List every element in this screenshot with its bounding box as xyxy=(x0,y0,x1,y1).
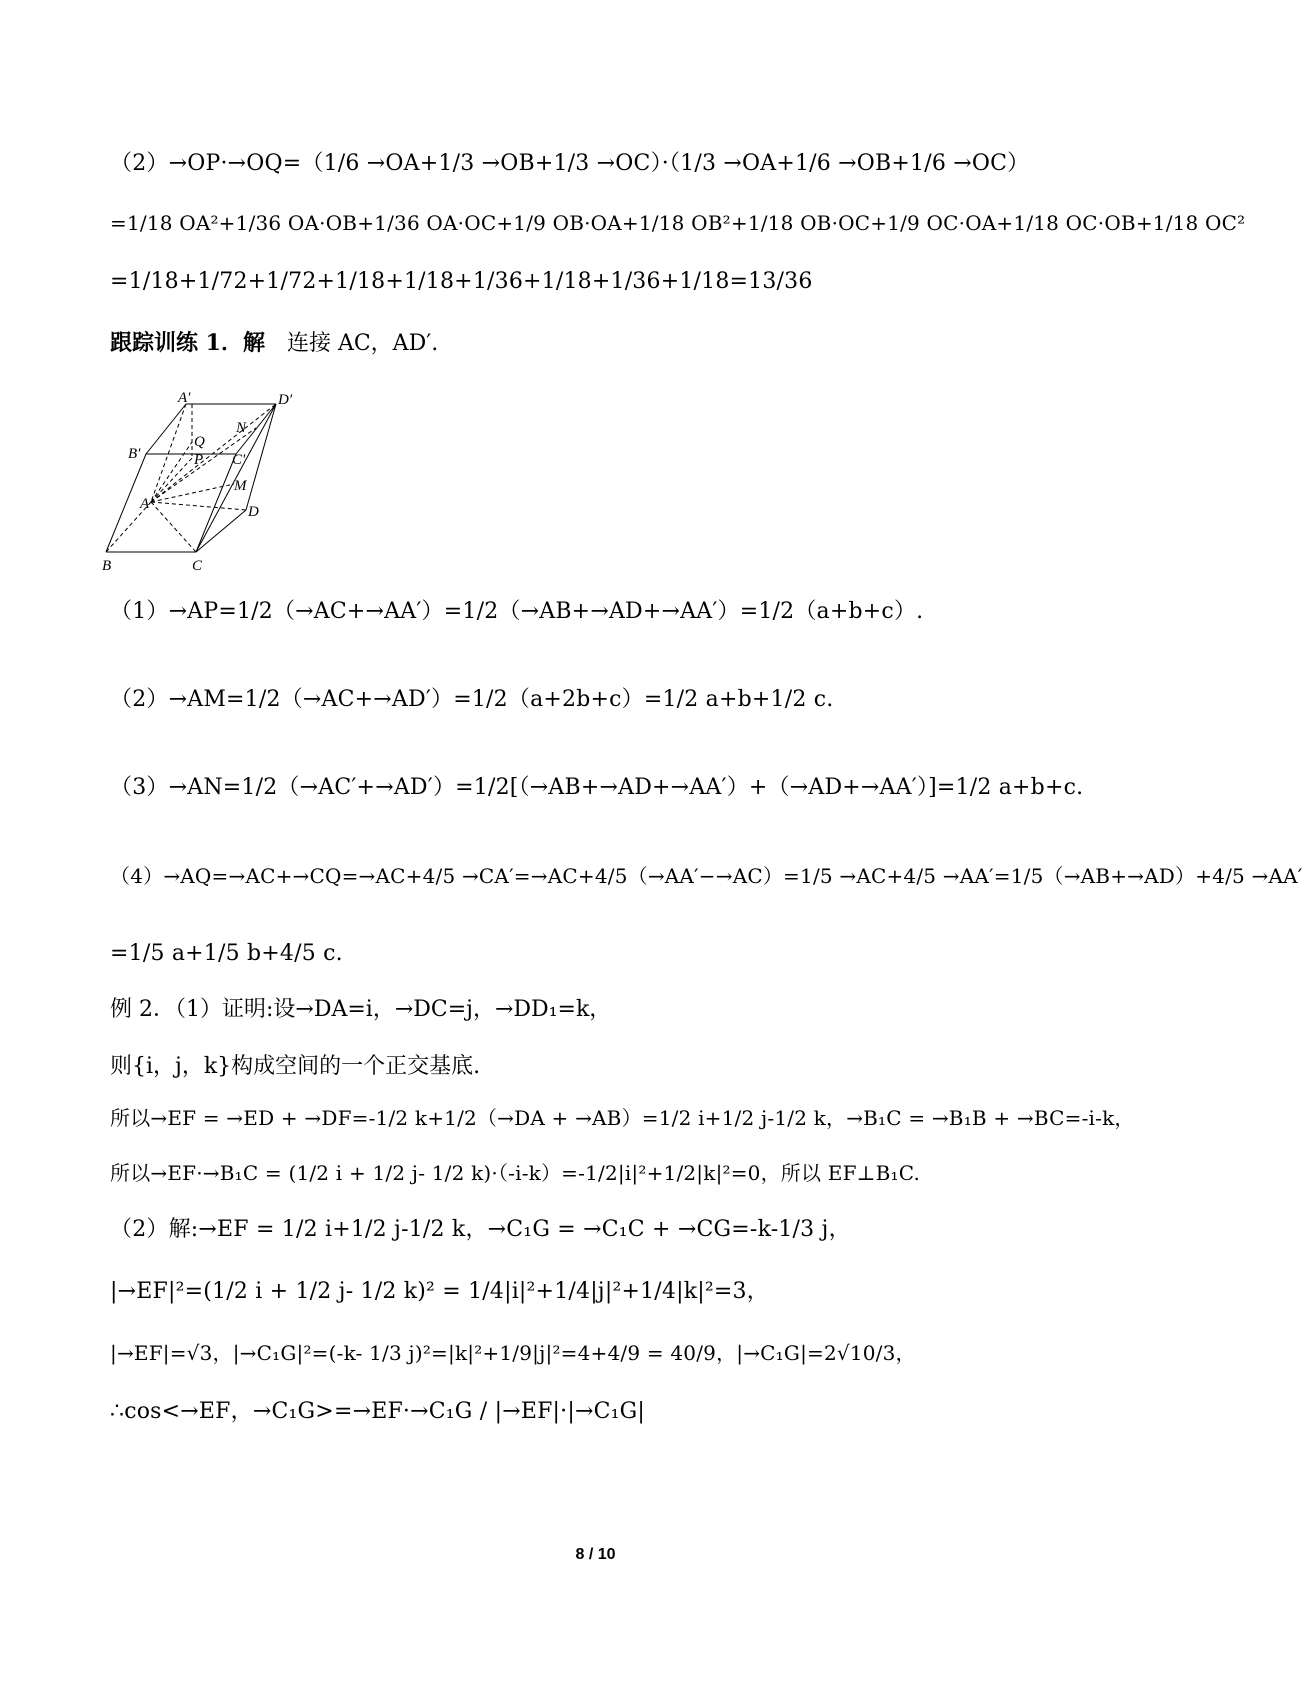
exercise-heading-line xyxy=(110,327,1131,360)
svg-text:A: A xyxy=(140,496,150,512)
exercise-intro: 连接 AC，AD′. xyxy=(264,331,439,356)
ef-magnitude-squared: |→EF|²=(1/2 i + 1/2 j- 1/2 k)² = 1/4|i|²+1/4|j|²+1/4|k|²=3， xyxy=(110,1279,769,1304)
solution-part-1: （1）→AP=1/2（→AC+→AA′）=1/2（→AB+→AD+→AA′）=1/2（a+b+c）. xyxy=(110,599,924,624)
svg-text:D: D xyxy=(248,504,259,520)
svg-text:N: N xyxy=(236,420,247,436)
solution-2-vectors: （2）解:→EF = 1/2 i+1/2 j-1/2 k，→C₁G = →C₁C + →CG=-k-1/3 j， xyxy=(110,1217,851,1242)
solution-part-2: （2）→AM=1/2（→AC+→AD′）=1/2（a+2b+c）=1/2 a+b+1/2 c. xyxy=(110,687,834,712)
ef-vector-derivation: 所以→EF = →ED + →DF=-1/2 k+1/2（→DA + →AB）=1/2 i+1/2 j-1/2 k，→B₁C = →B₁B + →BC=-i-k， xyxy=(110,1106,1135,1130)
svg-text:B: B xyxy=(102,558,112,574)
perpendicular-proof: 所以→EF·→B₁C = (1/2 i + 1/2 j- 1/2 k)·（-i-k）=-1/2|i|²+1/2|k|²=0，所以 EF⊥B₁C. xyxy=(110,1161,921,1185)
solution-part-4: （4）→AQ=→AC+→CQ=→AC+4/5 →CA′=→AC+4/5（→AA′−→AC）=1/5 →AC+4/5 →AA′=1/5（→AB+→AD）+4/5 →AA′ xyxy=(110,864,1302,888)
solution-part-3: （3）→AN=1/2（→AC′+→AD′）=1/2[（→AB+→AD+→AA′）+（→AD+→AA′）]=1/2 a+b+c. xyxy=(110,775,1084,800)
parallelepiped-figure xyxy=(102,390,326,582)
svg-text:C′: C′ xyxy=(232,452,246,468)
cosine-formula: ∴cos<→EF，→C₁G>=→EF·→C₁G / |→EF|·|→C₁G| xyxy=(110,1399,646,1424)
svg-text:D′: D′ xyxy=(278,392,293,408)
orthogonal-basis-statement: 则{i，j，k}构成空间的一个正交基底. xyxy=(110,1054,481,1079)
svg-text:A′: A′ xyxy=(178,390,191,406)
svg-text:P: P xyxy=(194,452,204,468)
equation-line-2: =1/18 OA²+1/36 OA·OB+1/36 OA·OC+1/9 OB·OA+1/18 OB²+1/18 OB·OC+1/9 OC·OA+1/18 OC·OB+1/18 OC² xyxy=(110,211,1246,235)
solution-part-4-result: =1/5 a+1/5 b+4/5 c. xyxy=(110,941,343,966)
svg-text:C: C xyxy=(192,558,203,574)
page-number: 8 / 10 xyxy=(575,1546,616,1563)
svg-text:B′: B′ xyxy=(128,446,141,462)
magnitudes-line: |→EF|=√3，|→C₁G|²=(-k- 1/3 j)²=|k|²+1/9|j|²=4+4/9 = 40/9，|→C₁G|=2√10/3， xyxy=(110,1341,916,1365)
svg-text:M: M xyxy=(234,478,247,494)
equation-line-3: =1/18+1/72+1/72+1/18+1/18+1/36+1/18+1/36+1/18=13/36 xyxy=(110,269,813,294)
equation-line-1: （2）→OP·→OQ=（1/6 →OA+1/3 →OB+1/3 →OC）·（1/3 →OA+1/6 →OB+1/6 →OC） xyxy=(110,151,1030,176)
svg-text:Q: Q xyxy=(194,434,205,450)
exercise-heading: 跟踪训练 1．解 xyxy=(110,330,265,356)
example-2-heading: 例 2．（1）证明:设→DA=i，→DC=j，→DD₁=k， xyxy=(110,997,612,1022)
